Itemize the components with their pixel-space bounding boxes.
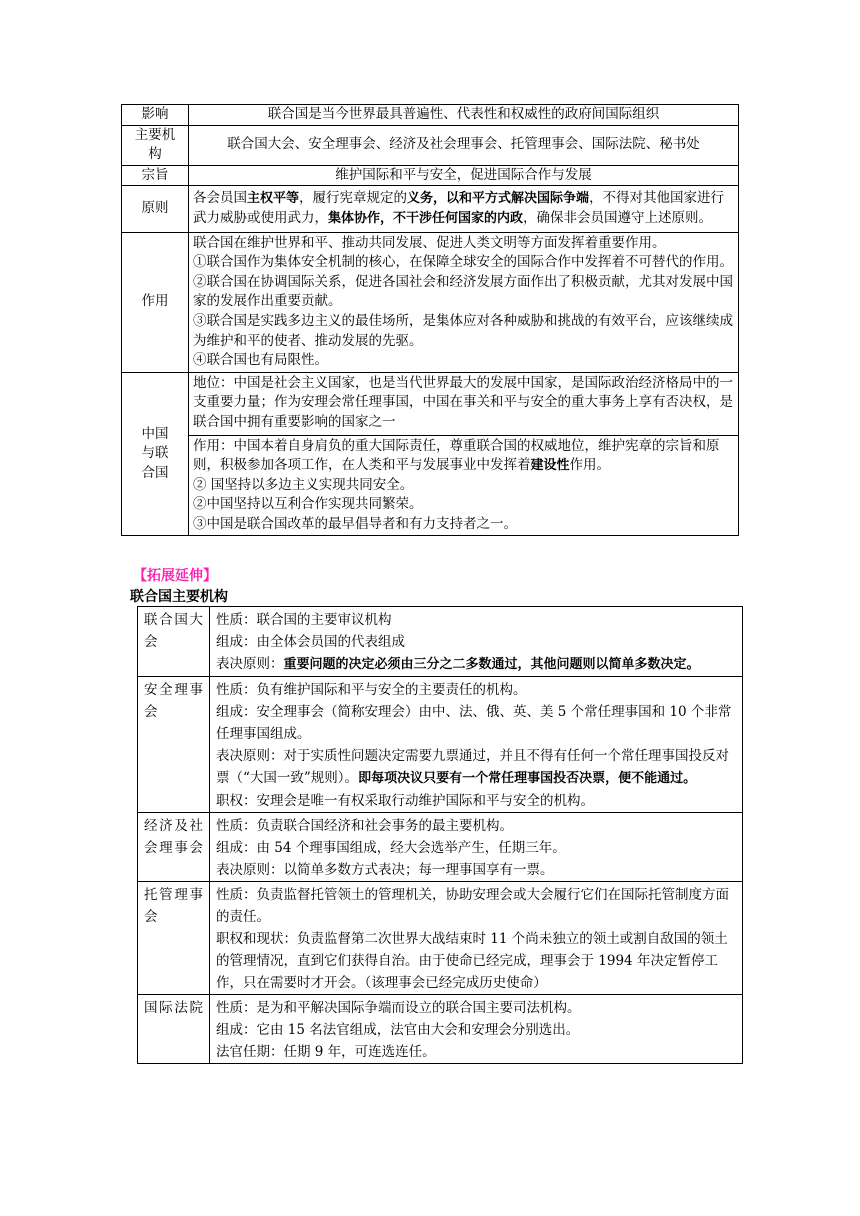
text-run: ，不得对其他国家进行武力威胁或使用武力， [193,190,725,226]
organ-nature: 性质：负责联合国经济和社会事务的最主要机构。 [216,818,513,834]
organ-nature: 性质：负有维护国际和平与安全的主要责任的机构。 [216,682,527,698]
organ-composition: 组成：安全理事会（简称安理会）由中、法、俄、英、美 5 个常任理事国和 10 个非常任理事国组成。 [216,704,732,742]
organ-label: 托管理事会 [138,882,210,995]
row-label: 主要机构 [122,125,189,165]
china-item: ② 国坚持以多边主义实现共同安全。 [193,476,414,493]
row-label: 作用 [122,232,189,372]
row-content [189,372,739,536]
text-run: 表决原则：对于实质性问题决定需要九票通过，并且不得有任何一个常任理事国投反对票（“大国一致”规则）。 [216,748,729,786]
un-organs-table [137,606,743,1064]
bold-run: 建设性 [530,458,570,474]
row-label: 影响 [122,105,189,126]
row-content: 联合国大会、安全理事会、经济及社会理事会、托管理事会、国际法院、秘书处 [189,125,739,165]
text-run: 表决原则： [216,656,284,672]
organ-voting [216,745,738,790]
row-ecosoc [138,813,743,882]
row-general-assembly [138,607,743,677]
row-purpose [122,165,739,186]
organ-label: 安全理事会 [138,677,210,813]
row-content [189,186,739,232]
china-item: ③中国是联合国改革的最早倡导者和有力支持者之一。 [193,515,517,532]
un-overview-table [121,104,739,536]
row-china [122,372,739,536]
row-label: 中国与联合国 [122,372,189,536]
role-line: ③联合国是实践多边主义的最佳场所，是集体应对各种威胁和挑战的有效平台，应该继续成为维护和平的使者、推动发展的先驱。 [193,312,733,349]
organ-status: 职权和现状：负责监督第二次世界大战结束时 11 个尚未独立的领土或割自敌国的领土的管理情况，直到它们获得自治。由于使命已经完成，理事会于 1994 年决定暂停工作，只在需要时才开会。（该理事会已经完成历史使命） [216,931,728,991]
role-line: ①联合国作为集体安全机制的核心，在保障全球安全的国际合作中发挥着不可替代的作用。 [193,254,733,271]
organ-nature: 性质：是为和平解决国际争端而设立的联合国主要司法机构。 [216,1000,581,1016]
organ-label: 联合国大会 [138,607,210,677]
bold-run: 即每项决议只要有一个常任理事国投否决票，便不能通过。 [358,771,697,786]
china-status: 地位：中国是社会主义国家，也是当代世界最大的发展中国家，是国际政治经济格局中的一支重要力量；作为安理会常任理事国，中国在事关和平与安全的重大事务上享有否决权，是联合国中拥有重要影响的国家之一 [193,374,733,430]
row-role [122,232,739,372]
organ-composition: 组成：由 54 个理事国组成，经大会选举产生，任期三年。 [216,840,566,856]
organ-content [210,677,743,813]
role-line: ④联合国也有局限性。 [193,352,328,369]
row-security-council [138,677,743,813]
organ-composition: 组成：由全体会员国的代表组成 [216,634,405,650]
bold-run: 主权平等 [247,191,300,207]
organ-content [210,607,743,677]
text-run: ，履行宪章规定的 [299,190,408,207]
text-run: 作用。 [569,457,611,474]
text-run: 各会员国 [193,190,247,207]
row-label: 原则 [122,186,189,232]
row-content: 维护国际和平与安全，促进国际合作与发展 [189,165,739,186]
row-influence [122,105,739,126]
bold-run: 以和平方式解决国际争端 [446,191,590,207]
row-content [189,232,739,372]
organ-composition: 组成：它由 15 名法官组成，法官由大会和安理会分别选出。 [216,1022,580,1038]
extension-heading: 【拓展延伸】 [133,568,217,584]
organ-power: 职权：安理会是唯一有权采取行动维护国际和平与安全的机构。 [216,793,594,809]
role-line: ②联合国在协调国际关系，促进各国社会和经济发展方面作出了积极贡献，尤其对发展中国家的发展作出重要贡献。 [193,273,733,310]
bold-run: 义务 [407,191,434,207]
china-action [189,435,738,536]
organ-voting [216,653,738,676]
text-run: 作用：中国本着自身肩负的重大国际责任，尊重联合国的权威地位，维护宪章的宗旨和原则，积极参加各项工作，在人类和平与发展事业中发挥着 [193,437,720,474]
organ-nature: 性质：负责监督托管领土的管理机关，协助安理会或大会履行它们在国际托管制度方面的责任。 [216,887,729,925]
row-trusteeship-council [138,882,743,995]
organ-content [210,813,743,882]
bold-run: 重要问题的决定必须由三分之二多数通过，其他问题则以简单多数决定。 [283,657,700,672]
organ-term: 法官任期：任期 9 年，可连选连任。 [216,1044,436,1060]
bold-run: 集体协作，不干涉任何国家的内政 [328,210,524,226]
organ-content [210,882,743,995]
bold-run: ， [433,191,447,207]
organ-voting: 表决原则：以简单多数方式表决；每一理事国享有一票。 [216,862,554,878]
organs-heading: 联合国主要机构 [130,589,228,605]
row-label: 宗旨 [122,165,189,186]
organ-label: 国际法院 [138,995,210,1064]
organ-label: 经济及社会理事会 [138,813,210,882]
row-principles [122,186,739,232]
text-run: ，确保非会员国遵守上述原则。 [523,209,713,226]
row-icj [138,995,743,1064]
row-organs [122,125,739,165]
row-content: 联合国是当今世界最具普遍性、代表性和权威性的政府间国际组织 [189,105,739,126]
organ-nature: 性质：联合国的主要审议机构 [216,612,392,628]
china-item: ②中国坚持以互利合作实现共同繁荣。 [193,496,423,513]
organ-content [210,995,743,1064]
role-line: 联合国在维护世界和平、推动共同发展、促进人类文明等方面发挥着重要作用。 [193,234,666,251]
